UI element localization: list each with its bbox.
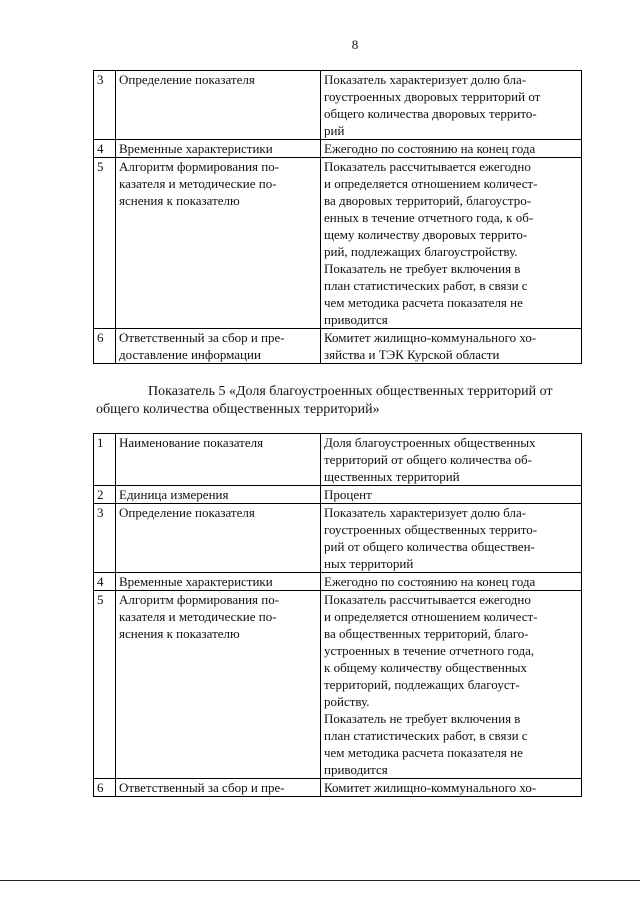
table-row <box>94 779 582 797</box>
page-bottom-rule <box>0 880 640 881</box>
label-line: Определение показателя <box>119 72 255 87</box>
row-value <box>321 158 582 329</box>
row-value <box>321 434 582 486</box>
row-number: 6 <box>94 779 116 797</box>
row-number: 3 <box>94 504 116 573</box>
value-line: рий от общего количества обществен- <box>324 539 535 554</box>
row-value <box>321 591 582 779</box>
value-line: зяйства и ТЭК Курской области <box>324 347 500 362</box>
row-value <box>321 140 582 158</box>
row-value <box>321 504 582 573</box>
row-label <box>116 71 321 140</box>
row-label <box>116 573 321 591</box>
row-label <box>116 486 321 504</box>
value-line: ных территорий <box>324 556 414 571</box>
value-line: к общему количеству общественных <box>324 660 528 675</box>
label-line: Алгоритм формирования по- <box>119 159 280 174</box>
value-line: Комитет жилищно-коммунального хо- <box>324 330 537 345</box>
label-line: Наименование показателя <box>119 435 264 450</box>
value-line: чем методика расчета показателя не <box>324 745 523 760</box>
label-line: казателя и методические по- <box>119 176 277 191</box>
value-line: Ежегодно по состоянию на конец года <box>324 141 536 156</box>
value-line: енных в течение отчетного года, к об- <box>324 210 534 225</box>
table-row <box>94 329 582 364</box>
value-line: Комитет жилищно-коммунального хо- <box>324 780 537 795</box>
row-value <box>321 573 582 591</box>
row-label <box>116 329 321 364</box>
value-line: территорий, подлежащих благоуст- <box>324 677 520 692</box>
value-line: и определяется отношением количест- <box>324 609 538 624</box>
row-label <box>116 591 321 779</box>
value-line: ва общественных территорий, благо- <box>324 626 529 641</box>
value-line: приводится <box>324 312 388 327</box>
row-number: 5 <box>94 591 116 779</box>
value-line: план статистических работ, в связи с <box>324 728 528 743</box>
row-value <box>321 329 582 364</box>
indicator-5-table <box>93 433 582 797</box>
label-line: Определение показателя <box>119 505 255 520</box>
row-label <box>116 158 321 329</box>
label-line: Алгоритм формирования по- <box>119 592 280 607</box>
row-label <box>116 140 321 158</box>
value-line: устроенных в течение отчетного года, <box>324 643 535 658</box>
page-number: 8 <box>351 37 359 52</box>
row-number: 5 <box>94 158 116 329</box>
value-line: ва дворовых территорий, благоустро- <box>324 193 532 208</box>
value-line: щественных территорий <box>324 469 460 484</box>
label-line: Единица измерения <box>119 487 229 502</box>
table-row <box>94 158 582 329</box>
value-line: приводится <box>324 762 388 777</box>
table-row <box>94 591 582 779</box>
value-line: общего количества дворовых террито- <box>324 106 537 121</box>
label-line: Ответственный за сбор и пре- <box>119 330 285 345</box>
value-line: Показатель не требует включения в <box>324 711 521 726</box>
row-label <box>116 434 321 486</box>
row-number: 4 <box>94 140 116 158</box>
value-line: Показатель не требует включения в <box>324 261 521 276</box>
indicator-4-table-continued <box>93 70 582 364</box>
indicator-5-heading <box>96 383 596 419</box>
table-row <box>94 486 582 504</box>
label-line: Временные характеристики <box>119 574 273 589</box>
value-line: план статистических работ, в связи с <box>324 278 528 293</box>
table-row <box>94 434 582 486</box>
value-line: Ежегодно по состоянию на конец года <box>324 574 536 589</box>
row-number: 2 <box>94 486 116 504</box>
value-line: гоустроенных общественных террито- <box>324 522 538 537</box>
row-value <box>321 779 582 797</box>
value-line: и определяется отношением количест- <box>324 176 538 191</box>
value-line: Показатель рассчитывается ежегодно <box>324 159 531 174</box>
row-number: 1 <box>94 434 116 486</box>
label-line: доставление информации <box>119 347 261 362</box>
value-line: гоустроенных дворовых территорий от <box>324 89 541 104</box>
value-line: Доля благоустроенных общественных <box>324 435 536 450</box>
row-number: 4 <box>94 573 116 591</box>
row-label <box>116 504 321 573</box>
table-row <box>94 140 582 158</box>
value-line: Процент <box>324 487 372 502</box>
value-line: ройству. <box>324 694 370 709</box>
value-line: Показатель характеризует долю бла- <box>324 505 527 520</box>
table-row <box>94 573 582 591</box>
heading-line-2: общего количества общественных территорий» <box>96 402 380 417</box>
label-line: Временные характеристики <box>119 141 273 156</box>
value-line: Показатель рассчитывается ежегодно <box>324 592 531 607</box>
label-line: яснения к показателю <box>119 626 240 641</box>
heading-line-1: Показатель 5 «Доля благоустроенных общественных территорий от <box>148 384 553 399</box>
row-number: 6 <box>94 329 116 364</box>
value-line: рий, подлежащих благоустройству. <box>324 244 518 259</box>
table-row <box>94 504 582 573</box>
row-value <box>321 486 582 504</box>
value-line: чем методика расчета показателя не <box>324 295 523 310</box>
value-line: Показатель характеризует долю бла- <box>324 72 527 87</box>
value-line: территорий от общего количества об- <box>324 452 532 467</box>
row-label <box>116 779 321 797</box>
label-line: яснения к показателю <box>119 193 240 208</box>
label-line: казателя и методические по- <box>119 609 277 624</box>
row-value <box>321 71 582 140</box>
table-row <box>94 71 582 140</box>
value-line: рий <box>324 123 345 138</box>
value-line: щему количеству дворовых террито- <box>324 227 528 242</box>
row-number: 3 <box>94 71 116 140</box>
label-line: Ответственный за сбор и пре- <box>119 780 285 795</box>
